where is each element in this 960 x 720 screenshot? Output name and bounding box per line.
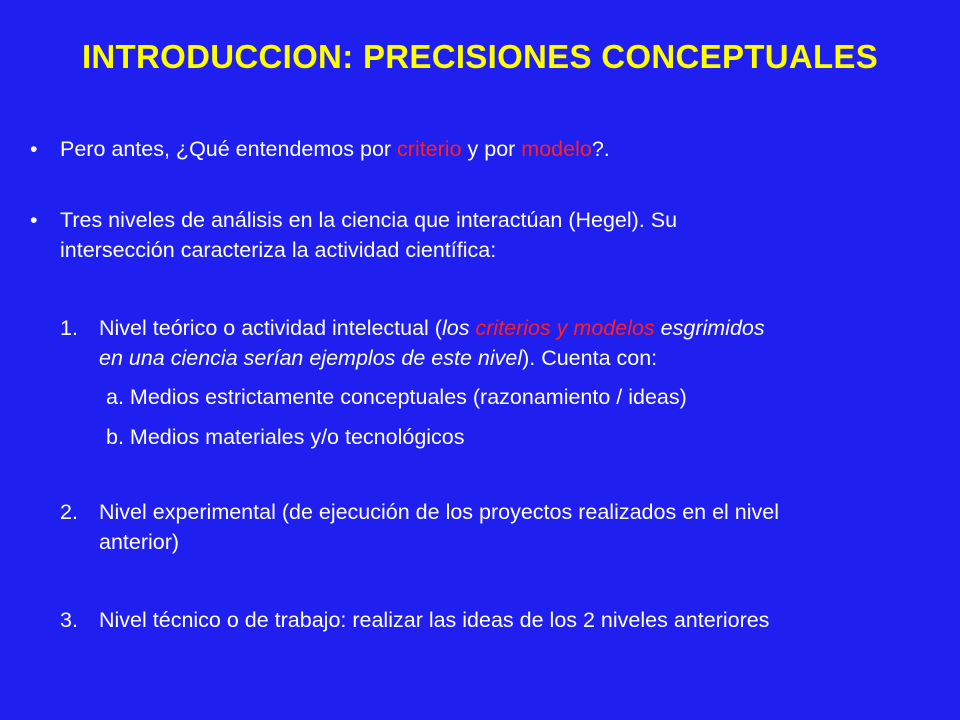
level-1-number: 1. <box>60 316 78 340</box>
slide-title: INTRODUCCION: PRECISIONES CONCEPTUALES <box>81 38 879 75</box>
level-1-line-2 <box>99 343 657 373</box>
bullet-1-text-part: y por <box>461 137 522 161</box>
level-2-line-1: Nivel experimental (de ejecución de los proyectos realizados en el nivel <box>99 500 780 524</box>
level-2-line-2: anterior) <box>99 530 180 554</box>
level-2-number: 2. <box>60 500 78 524</box>
bullet-1-text <box>60 134 610 164</box>
level-1-italic-part: en una ciencia serían ejemplos de este nivel <box>99 346 523 370</box>
level-1-text-part: Nivel teórico o actividad intelectual ( <box>99 316 442 340</box>
highlight-criterio: criterio <box>397 137 462 161</box>
level-3-number: 3. <box>60 608 78 632</box>
level-1-line-1 <box>99 313 765 343</box>
highlight-criterios-modelos: criterios y modelos <box>475 316 655 340</box>
bullet-marker: • <box>30 137 38 161</box>
level-3-line-1: Nivel técnico o de trabajo: realizar las ideas de los 2 niveles anteriores <box>99 608 770 632</box>
level-1-italic-part: esgrimidos <box>654 316 765 340</box>
bullet-1-text-part: Pero antes, ¿Qué entendemos por <box>60 137 398 161</box>
bullet-1-text-part: ?. <box>591 137 610 161</box>
level-1-sub-item-a: a. Medios estrictamente conceptuales (razonamiento / ideas) <box>106 385 687 409</box>
bullet-marker: • <box>30 208 38 232</box>
level-1-text-part: ). Cuenta con: <box>522 346 658 370</box>
level-1-sub-item-b: b. Medios materiales y/o tecnológicos <box>106 425 465 449</box>
bullet-2-line-1: Tres niveles de análisis en la ciencia que interactúan (Hegel). Su <box>60 208 678 232</box>
bullet-2-line-2: intersección caracteriza la actividad científica: <box>60 238 497 262</box>
highlight-modelo: modelo <box>521 137 592 161</box>
level-1-italic-part: los <box>441 316 476 340</box>
